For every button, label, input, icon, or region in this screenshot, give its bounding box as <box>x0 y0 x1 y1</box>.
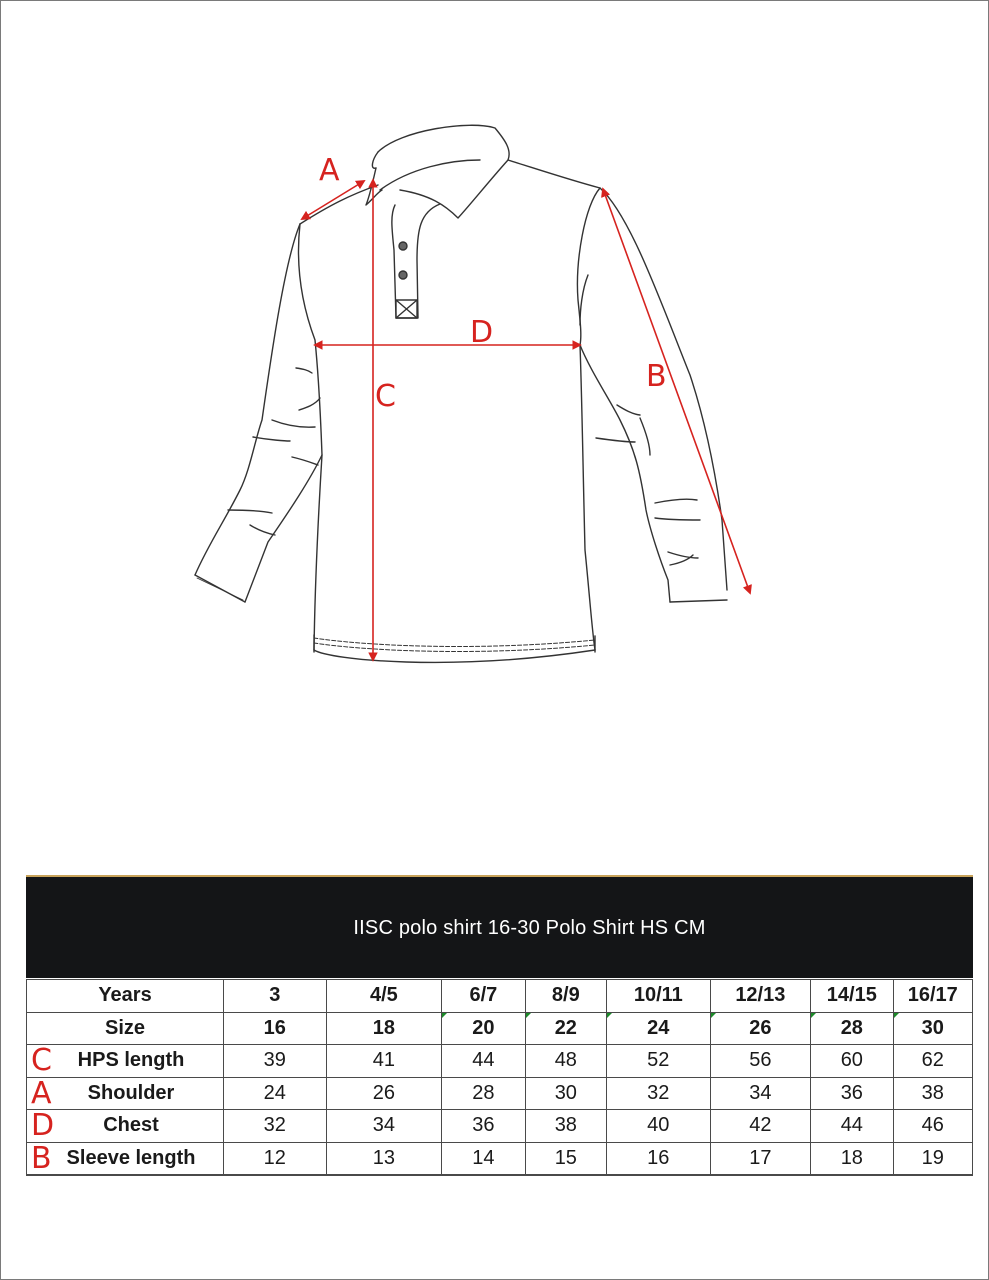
error-indicator-icon <box>894 1013 899 1018</box>
measurement-cell: 32 <box>607 1077 711 1110</box>
size-chart-table <box>26 979 973 1176</box>
measurement-cell: 38 <box>893 1077 972 1110</box>
measurement-cell: 32 <box>224 1110 327 1143</box>
measurement-cell: 39 <box>224 1045 327 1078</box>
row-letter-c: C <box>31 1043 52 1078</box>
row-letter-b: B <box>31 1140 52 1176</box>
row-header-shoulder: A Shoulder <box>27 1077 224 1110</box>
table-row-years <box>27 980 973 1013</box>
measurement-cell: 46 <box>893 1110 972 1143</box>
label-c-hps-length: C <box>375 379 396 414</box>
table-row-size <box>27 1012 973 1045</box>
measurement-cell: 24 <box>224 1077 327 1110</box>
measurement-cell: 13 <box>326 1142 442 1175</box>
measurement-cell: 28 <box>442 1077 525 1110</box>
measurement-cell: 18 <box>811 1142 893 1175</box>
table-row-chest <box>27 1110 973 1143</box>
size-cell: 18 <box>326 1012 442 1045</box>
measurement-cell: 60 <box>811 1045 893 1078</box>
row-header-years: Years <box>27 980 224 1013</box>
label-b-sleeve-length: B <box>646 359 667 394</box>
years-cell: 3 <box>224 980 327 1013</box>
label-a-shoulder: A <box>319 153 340 188</box>
size-cell: 16 <box>224 1012 327 1045</box>
table-row-shoulder <box>27 1077 973 1110</box>
measurement-cell: 38 <box>525 1110 606 1143</box>
measurement-cell: 14 <box>442 1142 525 1175</box>
years-cell: 6/7 <box>442 980 525 1013</box>
measurement-cell: 52 <box>607 1045 711 1078</box>
error-indicator-icon <box>442 1013 447 1018</box>
size-cell-flagged: 22 <box>525 1012 606 1045</box>
measurement-cell: 56 <box>710 1045 811 1078</box>
size-cell-flagged: 26 <box>710 1012 811 1045</box>
size-chart-title-bar <box>26 875 973 978</box>
measurement-cell: 15 <box>525 1142 606 1175</box>
table-row-hps-length <box>27 1045 973 1078</box>
row-header-chest: D Chest <box>27 1110 224 1143</box>
row-header-sleeve-length: B Sleeve length <box>27 1142 224 1175</box>
measurement-cell: 17 <box>710 1142 811 1175</box>
error-indicator-icon <box>526 1013 531 1018</box>
size-cell-flagged: 30 <box>893 1012 972 1045</box>
row-letter-a: A <box>31 1075 52 1111</box>
years-cell: 16/17 <box>893 980 972 1013</box>
measurement-cell: 36 <box>442 1110 525 1143</box>
measurement-cell: 36 <box>811 1077 893 1110</box>
size-chart-title: IISC polo shirt 16-30 Polo Shirt HS CM <box>353 917 706 939</box>
row-header-hps-length: C HPS length <box>27 1045 224 1078</box>
measurement-cell: 26 <box>326 1077 442 1110</box>
label-d-chest: D <box>470 315 494 350</box>
years-cell: 8/9 <box>525 980 606 1013</box>
years-cell: 10/11 <box>607 980 711 1013</box>
measurement-cell: 41 <box>326 1045 442 1078</box>
measurement-cell: 44 <box>442 1045 525 1078</box>
measurement-cell: 16 <box>607 1142 711 1175</box>
table-row-sleeve-length <box>27 1142 973 1175</box>
error-indicator-icon <box>607 1013 612 1018</box>
size-cell-flagged: 24 <box>607 1012 711 1045</box>
measurement-cell: 12 <box>224 1142 327 1175</box>
years-cell: 14/15 <box>811 980 893 1013</box>
measurement-cell: 62 <box>893 1045 972 1078</box>
row-letter-d: D <box>31 1108 55 1143</box>
size-cell-flagged: 28 <box>811 1012 893 1045</box>
error-indicator-icon <box>811 1013 816 1018</box>
measurement-cell: 40 <box>607 1110 711 1143</box>
measurement-cell: 42 <box>710 1110 811 1143</box>
measurement-cell: 19 <box>893 1142 972 1175</box>
measurement-cell: 44 <box>811 1110 893 1143</box>
measurement-cell: 48 <box>525 1045 606 1078</box>
row-header-size: Size <box>27 1012 224 1045</box>
years-cell: 12/13 <box>710 980 811 1013</box>
measurement-cell: 30 <box>525 1077 606 1110</box>
years-cell: 4/5 <box>326 980 442 1013</box>
measurement-cell: 34 <box>326 1110 442 1143</box>
error-indicator-icon <box>711 1013 716 1018</box>
size-cell-flagged: 20 <box>442 1012 525 1045</box>
measurement-cell: 34 <box>710 1077 811 1110</box>
